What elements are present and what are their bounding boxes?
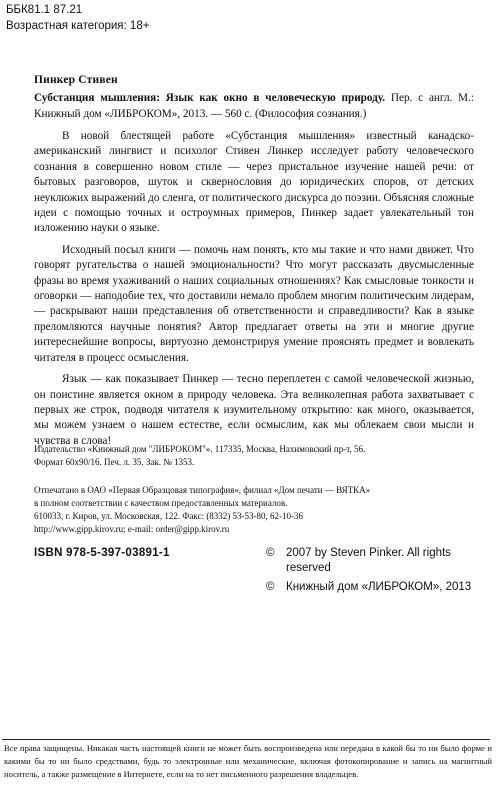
copyright-text: Книжный дом «ЛИБРОКОМ», 2013 xyxy=(286,581,472,593)
rights-notice: Все права защищены. Никакая часть настоящей книги не может быть воспроизведена или передана в какой бы то ни было форме и какими бы то ни было средствами, будь то электронные или механические, включая фотокопирование и запись на магнитный носитель, а также размещение в Интернете, если на то нет письменного разрешения владельцев. xyxy=(4,743,492,779)
printer-contacts: http://www.gipp.kirov.ru; e-mail: order@gipp.kirov.ru xyxy=(34,524,230,534)
abstract xyxy=(34,129,474,455)
age-rating: Возрастная категория: 18+ xyxy=(6,20,150,32)
printer-imprint xyxy=(34,484,474,536)
abstract-paragraph: Исходный посыл книги — помочь нам понять, кто мы такие и что нами движет. Что говорят ругательства о нашей эмоциональности? Что могут рассказать двусмысленные фразы во время ухаживаний о наших социальных отношениях? Как смысловые тонкости и оговорки — наподобие тех, что доставили немало проблем многим политическим лидерам, — раскрывают наши представления об ответственности и справедливости? Как в языке преломляются научные понятия? Автор предлагает ответы на эти и многие другие интереснейшие вопросы, виртуозно демонстрируя умение прояснять предмет и вовлекать читателя в процесс осмысления. xyxy=(34,243,474,364)
copyright-notice xyxy=(266,546,486,576)
print-format: Формат 60х90/16. Печ. л. 35. Зак. № 1353. xyxy=(34,457,195,467)
copyright-notice xyxy=(266,580,486,595)
copyright-text: 2007 by Steven Pinker. All rights reserved xyxy=(286,547,451,574)
bibliographic-details: Пер. с англ. М.: Книжный дом «ЛИБРОКОМ», 2013. — 560 с. (Философия сознания.) xyxy=(34,92,475,120)
printer-quality-note: в полном соответствии с качеством предоставленных материалов. xyxy=(34,498,288,508)
publisher-imprint xyxy=(34,443,474,469)
publisher-address: Издательство «Книжный дом "ЛИБРОКОМ"». 117335, Москва, Нахимовский пр-т, 56. xyxy=(34,444,366,454)
footer-divider xyxy=(2,739,490,740)
classification-block xyxy=(6,2,149,34)
bbk-code: ББК81.1 87.21 xyxy=(6,4,83,16)
author-name: Пинкер Стивен xyxy=(34,74,118,86)
bibliographic-entry xyxy=(34,91,474,122)
abstract-paragraph: Язык — как показывает Пинкер — тесно переплетен с самой человеческой жизнью, он поистине является окном в природу человека. Эта великолепная работа захватывает с первых же строк, подводя читателя к изумительному открытию: как много, оказывается, мы можем узнаем о нашем естестве, если осмыслим, как мы облекаем свои мысли и чувства в слова! xyxy=(34,373,474,447)
isbn: ISBN 978-5-397-03891-1 xyxy=(34,547,170,559)
copyright-symbol: © xyxy=(266,581,275,593)
book-title: Субстанция мышления: Язык как окно в человеческую природу. xyxy=(34,92,386,104)
printer-name: Отпечатано в ОАО «Первая Образцовая типография», филиал «Дом печати — ВЯТКА» xyxy=(34,485,371,495)
abstract-paragraph: В новой блестящей работе «Субстанция мышления» известный канадско-американский лингвист и психолог Стивен Линкер исследует работу человеческого сознания в совершенно новом стиле — через пристальное изучение нашей речи: от бытовых разговоров, шуток и сквернословия до юридических споров, от детских неуклюжих выражений до сленга, от политического дискурса до поэзии. Объясняя сложные идеи с помощью точных и остроумных примеров, Пинкер задает увлекательный тон изложению науки о языке. xyxy=(34,130,474,235)
copyright-notices xyxy=(266,546,486,599)
printer-address: 610033, г. Киров, ул. Московская, 122. Факс: (8332) 53-53-80, 62-10-36 xyxy=(34,511,304,521)
copyright-symbol: © xyxy=(266,547,275,559)
